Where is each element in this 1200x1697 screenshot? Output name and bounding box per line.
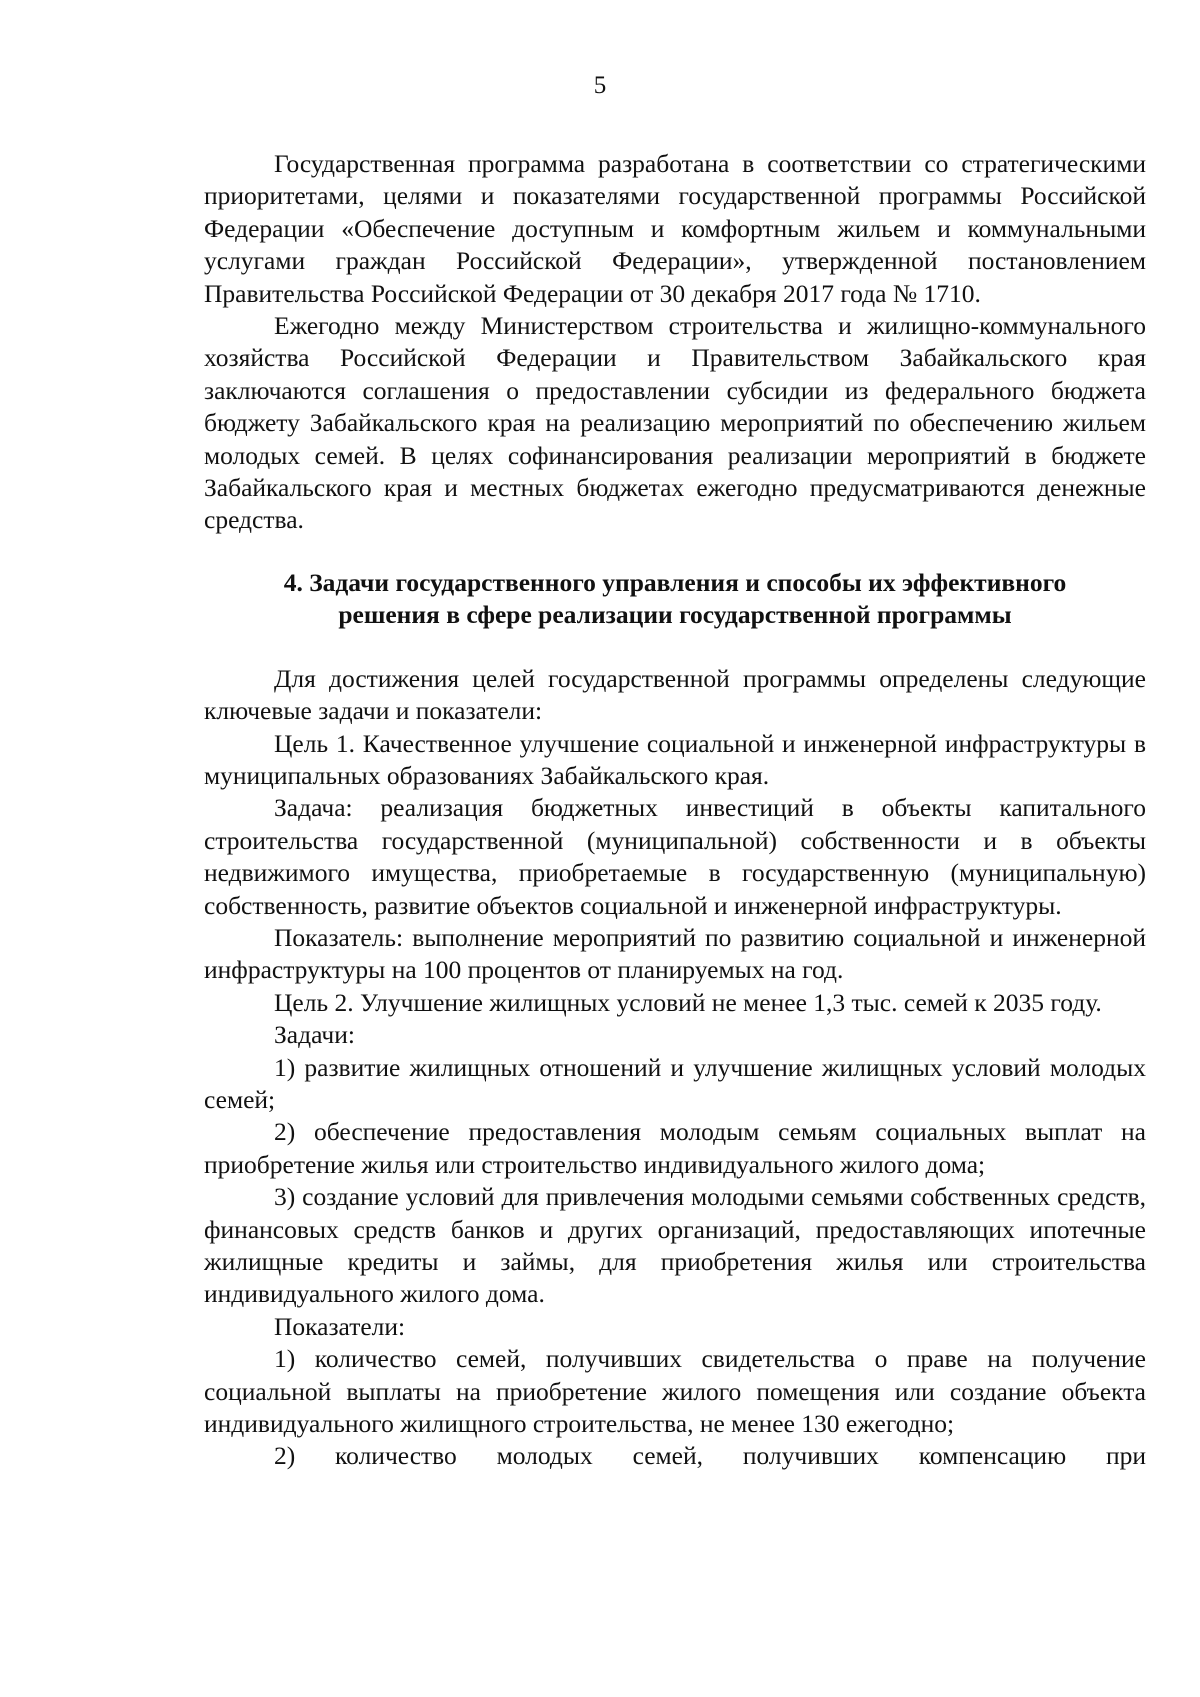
paragraph-goal-2: Цель 2. Улучшение жилищных условий не менее 1,3 тыс. семей к 2035 году.: [274, 987, 1102, 1017]
section-heading-line-2: решения в сфере реализации государственной программы: [338, 600, 1012, 630]
paragraph-task-3: 3) создание условий для привлечения молодыми семьями собственных средств, финансовых средств банков и других организаций, предоставляющих ипотечные жилищные кредиты и займы, для приобретения жилья или строительства индивидуального жилого дома.: [204, 1182, 1146, 1309]
paragraph-annual-agreements: Ежегодно между Министерством строительства и жилищно-коммунального хозяйства Российской Федерации и Правительством Забайкальского края заключаются соглашения о предоставлении субсидии из федерального бюджета бюджету Забайкальского края на реализацию мероприятий по обеспечению жильем молодых семей. В целях софинансирования реализации мероприятий в бюджете Забайкальского края и местных бюджетах ежегодно предусматриваются денежные средства.: [204, 311, 1146, 535]
page-number: 5: [593, 72, 607, 99]
paragraph-program-basis: Государственная программа разработана в соответствии со стратегическими приоритетами, целями и показателями государственной программы Российской Федерации «Обеспечение доступным и комфортным жильем и коммунальными услугами граждан Российской Федерации», утвержденной постановлением Правительства Российской Федерации от 30 декабря 2017 года № 1710.: [204, 149, 1146, 308]
paragraph-indicator-2: 2) количество молодых семей, получивших компенсацию при: [274, 1441, 1146, 1471]
paragraph-goal-1-indicator: Показатель: выполнение мероприятий по развитию социальной и инженерной инфраструктуры на 100 процентов от планируемых на год.: [204, 922, 1146, 985]
paragraph-indicator-1: 1) количество семей, получивших свидетельства о праве на получение социальной выплаты на приобретение жилого помещения или создание объекта индивидуального жилищного строительства, не менее 130 ежегодно;: [204, 1344, 1146, 1439]
paragraph-indicators-label: Показатели:: [274, 1311, 406, 1341]
paragraph-goal-1: Цель 1. Качественное улучшение социальной и инженерной инфраструктуры в муниципальных образованиях Забайкальского края.: [204, 728, 1146, 790]
section-heading-line-1: 4. Задачи государственного управления и способы их эффективного: [283, 567, 1067, 597]
document-body: [204, 148, 1146, 1473]
paragraph-tasks-label: Задачи:: [274, 1020, 355, 1050]
paragraph-goal-1-task: Задача: реализация бюджетных инвестиций в объекты капитального строительства государственной (муниципальной) собственности и в объекты недвижимого имущества, приобретаемые в государственную (муниципальную) собственность, развитие объектов социальной и инженерной инфраструктуры.: [204, 793, 1146, 920]
section-heading: [204, 567, 1146, 632]
paragraph-task-2: 2) обеспечение предоставления молодым семьям социальных выплат на приобретение жилья или строительство индивидуального жилого дома;: [204, 1117, 1146, 1179]
paragraph-task-1: 1) развитие жилищных отношений и улучшение жилищных условий молодых семей;: [204, 1052, 1146, 1114]
paragraph-intro: Для достижения целей государственной программы определены следующие ключевые задачи и показатели:: [204, 663, 1146, 726]
